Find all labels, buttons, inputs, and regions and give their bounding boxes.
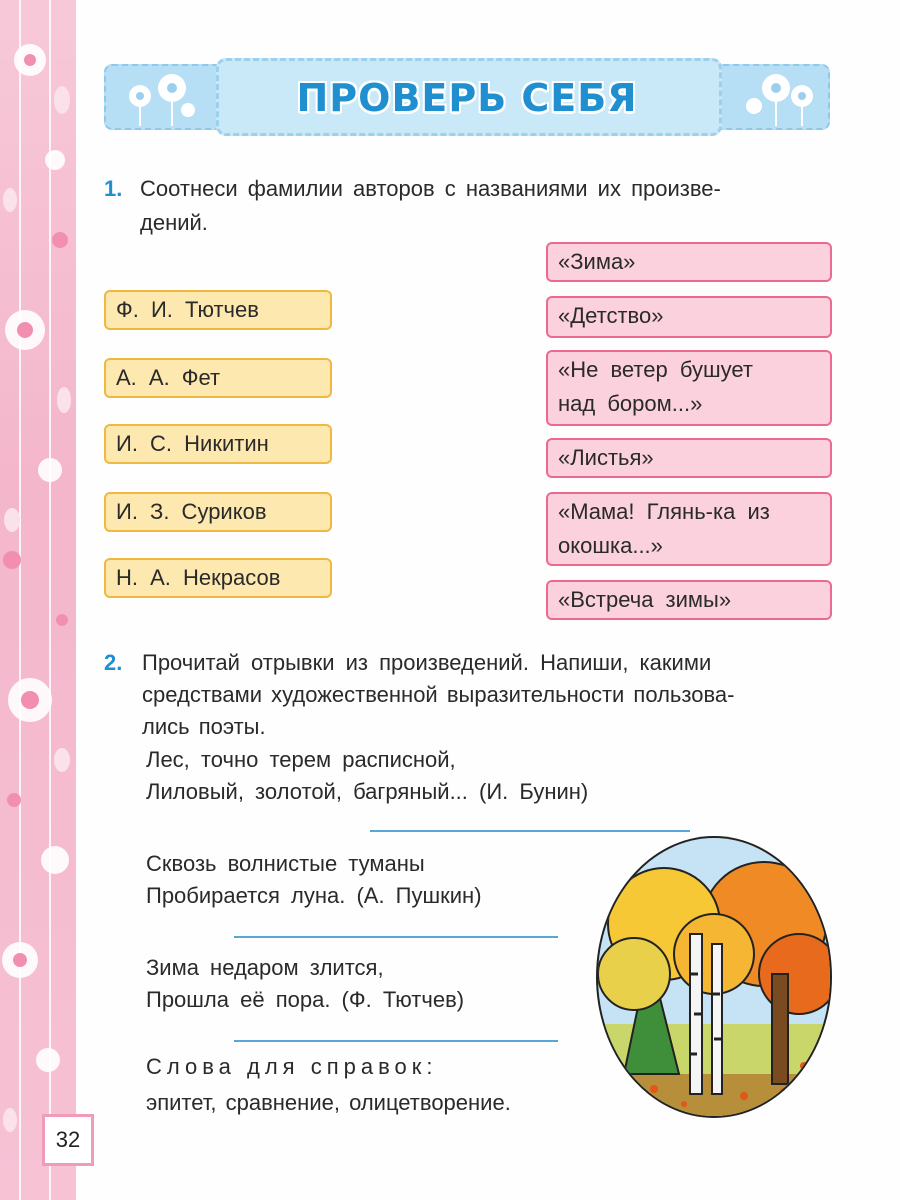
task1-number: 1. xyxy=(104,176,123,201)
work-title-line1: «Не ветер бушует xyxy=(558,357,753,382)
work-card[interactable] xyxy=(546,438,832,478)
flower-pattern xyxy=(0,0,76,1200)
task2-text-line3: лись поэты. xyxy=(142,714,266,739)
task1-text-line2: дений. xyxy=(140,210,208,235)
excerpt-line2: Лиловый, золотой, багряный... (И. Бунин) xyxy=(146,779,589,804)
work-title: «Зима» xyxy=(558,249,636,274)
work-card[interactable] xyxy=(546,296,832,338)
excerpt xyxy=(146,952,464,1016)
task1-text-line1: Соотнеси фамилии авторов с названиями их произве- xyxy=(140,176,721,201)
page-number: 32 xyxy=(42,1114,94,1166)
work-title-line1: «Мама! Глянь-ка из xyxy=(558,499,770,524)
work-title: «Листья» xyxy=(558,445,654,470)
excerpt-line1: Сквозь волнистые туманы xyxy=(146,851,425,876)
answer-line[interactable] xyxy=(234,936,558,938)
autumn-forest-illustration xyxy=(594,834,834,1120)
work-title-line2: окошка...» xyxy=(558,533,663,558)
work-card[interactable] xyxy=(546,242,832,282)
title-banner xyxy=(104,58,830,136)
author-card[interactable]: И. З. Суриков xyxy=(104,492,332,532)
task2-text-line1: Прочитай отрывки из произведений. Напиши, какими xyxy=(142,650,712,675)
work-title-line2: над бором...» xyxy=(558,391,703,416)
author-card[interactable]: Ф. И. Тютчев xyxy=(104,290,332,330)
task2-number: 2. xyxy=(104,650,123,675)
work-card[interactable] xyxy=(546,580,832,620)
author-card[interactable]: А. А. Фет xyxy=(104,358,332,398)
excerpt-line2: Прошла её пора. (Ф. Тютчев) xyxy=(146,987,465,1012)
author-card[interactable]: Н. А. Некрасов xyxy=(104,558,332,598)
excerpt-line1: Зима недаром злится, xyxy=(146,955,384,980)
work-title: «Встреча зимы» xyxy=(558,587,732,612)
answer-line[interactable] xyxy=(370,830,690,832)
decorative-border xyxy=(0,0,76,1200)
excerpt-line2: Пробирается луна. (А. Пушкин) xyxy=(146,883,482,908)
work-card[interactable] xyxy=(546,492,832,566)
reference-words: эпитет, сравнение, олицетворение. xyxy=(146,1090,511,1115)
excerpt-line1: Лес, точно терем расписной, xyxy=(146,747,456,772)
reference-title: Слова для справок: xyxy=(146,1054,438,1079)
excerpt xyxy=(146,848,482,912)
work-title: «Детство» xyxy=(558,303,664,328)
task2-text-line2: средствами художественной выразительности пользова- xyxy=(142,682,735,707)
excerpt xyxy=(146,744,588,808)
work-card[interactable] xyxy=(546,350,832,426)
author-card[interactable]: И. С. Никитин xyxy=(104,424,332,464)
page-title: ПРОВЕРЬ СЕБЯ xyxy=(296,76,638,120)
answer-line[interactable] xyxy=(234,1040,558,1042)
